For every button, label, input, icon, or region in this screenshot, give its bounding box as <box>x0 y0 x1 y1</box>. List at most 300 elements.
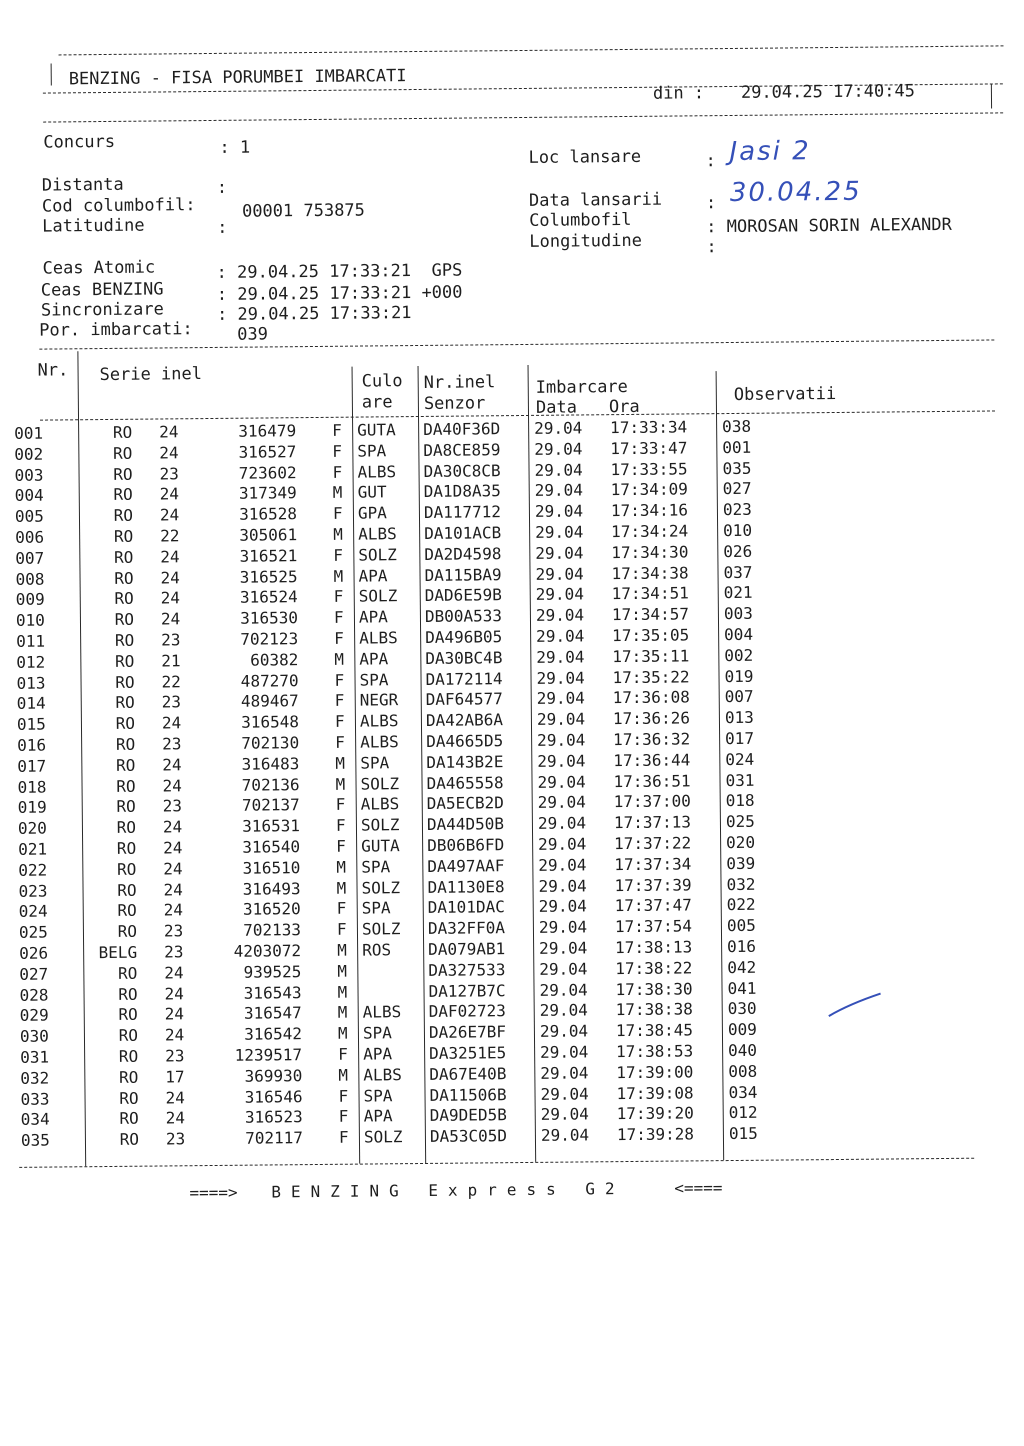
cell-ring-number: 316527 <box>238 441 297 462</box>
cell-ring-number: 316521 <box>239 545 298 566</box>
cell-sex: M <box>332 483 343 503</box>
footer-left-arrow: ====> <box>189 1182 238 1203</box>
cell-row-number: 029 <box>19 1005 49 1026</box>
cell-ring-country: RO <box>116 776 136 796</box>
cell-ring-year: 24 <box>159 443 179 463</box>
document-title: BENZING - FISA PORUMBEI IMBARCATI <box>68 66 407 90</box>
cell-sensor-id: DA42AB6A <box>425 710 504 731</box>
por-imbarcati-label: Por. imbarcati: <box>39 319 193 341</box>
cell-boarding-time: 17:33:34 <box>610 417 688 438</box>
cell-row-number: 002 <box>14 444 44 464</box>
cell-ring-year: 24 <box>162 817 183 837</box>
cell-boarding-date: 29.04 <box>540 1063 589 1083</box>
cell-ring-country: RO <box>115 672 135 692</box>
cell-sex: F <box>336 899 347 919</box>
cell-ring-country: RO <box>118 1067 139 1087</box>
cell-boarding-date: 29.04 <box>538 896 587 917</box>
cell-ring-number: 316540 <box>242 837 301 857</box>
header-serie-inel: Serie inel <box>99 364 203 386</box>
header-left-border <box>51 64 52 86</box>
cell-row-number: 013 <box>16 673 46 693</box>
cell-row-number: 007 <box>15 548 45 568</box>
cell-boarding-time: 17:39:00 <box>616 1062 694 1082</box>
cell-ring-year: 24 <box>159 484 180 504</box>
cell-ring-year: 23 <box>159 463 179 484</box>
cell-boarding-time: 17:37:00 <box>613 791 691 812</box>
cell-observation: 007 <box>724 687 754 707</box>
cell-sex: F <box>333 545 344 565</box>
cell-color: ALBS <box>360 794 400 814</box>
cell-color: ALBS <box>362 1002 402 1022</box>
cell-boarding-time: 17:34:38 <box>611 563 689 583</box>
cell-boarding-date: 29.04 <box>537 813 587 834</box>
cell-ring-year: 24 <box>164 1025 185 1045</box>
cell-sex: F <box>333 607 344 628</box>
cell-boarding-time: 17:34:30 <box>611 542 689 562</box>
cell-sex: F <box>335 732 345 752</box>
cell-color: SPA <box>361 857 391 877</box>
cell-row-number: 006 <box>15 527 45 547</box>
cell-ring-country: BELG <box>98 942 138 963</box>
cell-boarding-time: 17:37:22 <box>614 833 692 854</box>
cell-boarding-time: 17:34:24 <box>611 521 689 542</box>
cell-observation: 021 <box>723 583 753 603</box>
cell-row-number: 018 <box>17 777 47 797</box>
cell-row-number: 035 <box>20 1130 50 1151</box>
cell-color: ALBS <box>359 628 398 648</box>
cell-ring-year: 23 <box>161 630 181 650</box>
cell-sex: F <box>336 919 347 939</box>
cell-ring-year: 24 <box>161 713 182 733</box>
cell-ring-year: 24 <box>164 983 184 1004</box>
cell-observation: 030 <box>727 999 757 1019</box>
cell-boarding-date: 29.04 <box>534 480 583 501</box>
header-imbarcare: Imbarcare <box>535 376 628 398</box>
cell-observation: 015 <box>728 1123 758 1144</box>
cell-ring-year: 24 <box>160 588 181 608</box>
cell-color: SPA <box>359 669 389 690</box>
cell-observation: 023 <box>722 499 752 520</box>
cell-ring-year: 24 <box>163 900 184 920</box>
cell-sex: M <box>338 1065 349 1085</box>
cell-boarding-time: 17:36:26 <box>612 708 691 729</box>
cell-observation: 004 <box>724 624 754 645</box>
cell-sex: M <box>336 878 347 898</box>
cell-row-number: 014 <box>16 693 46 714</box>
cell-row-number: 011 <box>16 631 46 651</box>
cell-boarding-date: 29.04 <box>539 938 588 958</box>
cell-observation: 037 <box>723 562 753 582</box>
cell-ring-number: 60382 <box>250 649 299 670</box>
cell-ring-number: 316547 <box>243 1003 302 1024</box>
header-observatii: Observatii <box>733 383 837 405</box>
data-lansarii-colon: : <box>705 193 717 214</box>
cell-boarding-date: 29.04 <box>536 626 585 646</box>
cell-ring-country: RO <box>119 1088 139 1108</box>
cell-boarding-time: 17:34:09 <box>610 479 688 500</box>
cell-boarding-time: 17:33:55 <box>610 459 688 479</box>
cell-ring-country: RO <box>115 693 135 713</box>
cell-sensor-id: DA44D50B <box>426 814 505 835</box>
cell-row-number: 030 <box>19 1026 49 1047</box>
cell-sensor-id: DA53C05D <box>429 1126 508 1147</box>
cell-boarding-date: 29.04 <box>535 564 584 584</box>
cell-observation: 012 <box>728 1103 758 1123</box>
ceas-atomic-label: Ceas Atomic <box>42 257 156 279</box>
cell-ring-number: 316524 <box>239 587 298 608</box>
cell-row-number: 015 <box>16 714 46 735</box>
cell-boarding-time: 17:39:28 <box>616 1124 695 1145</box>
cell-ring-number: 702130 <box>241 733 300 753</box>
cell-ring-number: 369930 <box>244 1065 303 1086</box>
cell-boarding-time: 17:38:13 <box>615 937 693 958</box>
cell-row-number: 022 <box>18 860 48 880</box>
cell-color: SOLZ <box>358 545 397 565</box>
header-right-border <box>991 84 992 108</box>
cell-color: NEGR <box>359 690 399 710</box>
cell-sensor-id: DB06B6FD <box>427 835 505 855</box>
cell-boarding-date: 29.04 <box>534 460 583 480</box>
cell-ring-year: 24 <box>159 505 180 525</box>
latitudine-value: : <box>217 217 228 238</box>
cell-ring-country: RO <box>117 963 138 983</box>
cell-boarding-date: 29.04 <box>540 1042 589 1062</box>
cell-observation: 041 <box>727 978 757 998</box>
cell-ring-year: 24 <box>160 609 181 629</box>
cell-sex: M <box>335 774 346 794</box>
cell-sex: M <box>334 649 345 669</box>
cell-ring-number: 702123 <box>240 629 299 649</box>
ceas-benzing-label: Ceas BENZING <box>40 279 164 301</box>
cell-color: SOLZ <box>363 1127 403 1147</box>
cell-sensor-id: DA30C8CB <box>423 460 501 481</box>
cell-ring-year: 24 <box>165 1108 186 1128</box>
cell-boarding-date: 29.04 <box>536 647 585 667</box>
cell-color: APA <box>363 1106 393 1126</box>
cell-ring-country: RO <box>115 734 136 754</box>
data-lansarii-handwritten: 30.04.25 <box>729 176 862 209</box>
cell-sex: F <box>336 836 346 856</box>
cell-boarding-time: 17:38:53 <box>616 1041 694 1062</box>
cell-observation: 010 <box>723 520 753 541</box>
cell-color: SPA <box>363 1085 393 1106</box>
cell-ring-year: 21 <box>161 651 181 671</box>
cell-boarding-date: 29.04 <box>535 543 584 563</box>
cell-sex: F <box>338 1086 349 1106</box>
cell-color: APA <box>358 607 388 627</box>
cell-sex: M <box>337 1023 348 1043</box>
footer-right-arrow: <==== <box>674 1178 723 1198</box>
cell-color: GPA <box>357 503 387 523</box>
cell-ring-country: RO <box>113 547 134 567</box>
table-bottom-border <box>19 1158 974 1168</box>
cell-color: SOLZ <box>361 877 401 898</box>
cell-ring-country: RO <box>113 526 134 546</box>
cell-ring-year: 23 <box>162 734 182 754</box>
cell-sensor-id: DA496B05 <box>425 627 503 647</box>
cell-sensor-id: DB00A533 <box>424 606 503 627</box>
cell-row-number: 027 <box>19 964 49 984</box>
cell-ring-number: 316479 <box>238 421 297 441</box>
cell-observation: 018 <box>725 791 755 811</box>
cell-row-number: 026 <box>19 943 49 963</box>
cell-row-number: 023 <box>18 881 48 901</box>
cell-ring-country: RO <box>115 713 136 734</box>
cell-sex: M <box>335 753 346 773</box>
cell-row-number: 005 <box>14 506 44 527</box>
cell-ring-country: RO <box>114 609 135 630</box>
cell-sensor-id: DA465558 <box>426 772 504 793</box>
cell-boarding-date: 29.04 <box>537 792 586 813</box>
cell-observation: 040 <box>728 1040 758 1061</box>
cell-boarding-time: 17:38:38 <box>615 999 693 1020</box>
cell-sensor-id: DA101ACB <box>424 523 502 543</box>
cell-ring-year: 24 <box>164 963 184 983</box>
print-date-label: din : <box>652 83 705 104</box>
cell-observation: 001 <box>722 437 752 457</box>
cell-color: ALBS <box>359 711 399 731</box>
cell-sex: F <box>335 795 346 815</box>
cell-ring-number: 316493 <box>242 878 301 899</box>
cell-ring-year: 24 <box>162 775 182 796</box>
cell-boarding-date: 29.04 <box>536 668 585 688</box>
cell-boarding-time: 17:35:11 <box>612 646 690 666</box>
cell-observation: 027 <box>722 479 752 499</box>
cell-boarding-time: 17:36:32 <box>613 729 691 750</box>
cell-color: SOLZ <box>361 919 401 939</box>
cell-sex: M <box>337 961 348 981</box>
cell-boarding-date: 29.04 <box>534 418 583 438</box>
cell-ring-country: RO <box>118 1046 139 1066</box>
cell-ring-country: RO <box>112 422 133 442</box>
cell-observation: 022 <box>726 895 756 915</box>
cell-boarding-time: 17:36:44 <box>613 750 691 770</box>
cell-boarding-date: 29.04 <box>539 979 588 1000</box>
columbofil-value: : MOROSAN SORIN ALEXANDR <box>706 214 952 238</box>
cell-sex: F <box>332 441 343 461</box>
columbofil-label: Columbofil <box>529 209 632 231</box>
cell-ring-year: 23 <box>161 692 182 712</box>
cell-sensor-id: DA26E7BF <box>428 1022 507 1043</box>
cell-sex: M <box>333 524 343 544</box>
cell-sex: F <box>338 1107 349 1127</box>
cell-ring-country: RO <box>116 859 137 879</box>
cell-color: ALBS <box>357 461 397 482</box>
cell-boarding-time: 17:35:05 <box>612 625 690 646</box>
cell-boarding-date: 29.04 <box>535 605 585 626</box>
cell-row-number: 009 <box>15 589 45 610</box>
header-culoare-2: are <box>361 392 393 413</box>
cell-color: SOLZ <box>358 586 398 606</box>
cell-sex: F <box>334 670 345 690</box>
cell-ring-country: RO <box>114 651 135 671</box>
cell-boarding-date: 29.04 <box>537 772 586 792</box>
cell-ring-year: 22 <box>161 671 181 692</box>
header-nr-inel-1: Nr.inel <box>423 372 496 393</box>
cell-ring-country: RO <box>115 755 136 775</box>
cell-ring-year: 23 <box>165 1129 186 1149</box>
cell-ring-number: 316528 <box>239 504 298 524</box>
cell-boarding-date: 29.04 <box>536 688 585 709</box>
cell-ring-year: 23 <box>164 942 184 962</box>
cell-boarding-date: 29.04 <box>536 709 586 730</box>
cell-color: GUTA <box>361 836 400 856</box>
cell-observation: 034 <box>728 1082 758 1102</box>
cell-ring-year: 24 <box>164 1004 185 1024</box>
cell-ring-year: 24 <box>165 1087 185 1108</box>
cell-observation: 031 <box>725 770 755 790</box>
cell-row-number: 008 <box>15 569 45 589</box>
cell-sex: M <box>336 857 347 877</box>
cell-row-number: 017 <box>17 756 47 776</box>
cell-color: APA <box>363 1044 393 1064</box>
cell-sensor-id: DA1130E8 <box>427 876 505 897</box>
cell-boarding-date: 29.04 <box>534 439 583 459</box>
cell-boarding-date: 29.04 <box>534 501 584 522</box>
cell-boarding-time: 17:35:22 <box>612 667 690 687</box>
cell-ring-country: RO <box>118 1025 139 1046</box>
cell-observation: 008 <box>728 1061 758 1081</box>
cell-sensor-id: DA497AAF <box>427 855 505 876</box>
cell-ring-country: RO <box>113 485 133 505</box>
cell-color: SPA <box>362 1023 392 1043</box>
cell-color: SOLZ <box>360 773 400 794</box>
cell-row-number: 003 <box>14 465 44 485</box>
cell-ring-country: RO <box>117 901 137 921</box>
concurs-value: : 1 <box>219 137 251 158</box>
cell-ring-number: 316530 <box>240 608 299 628</box>
loc-lansare-label: Loc lansare <box>528 146 642 168</box>
cell-color: ROS <box>362 940 392 960</box>
cell-ring-country: RO <box>118 1005 138 1025</box>
cell-boarding-time: 17:38:30 <box>615 978 693 999</box>
cell-ring-number: 723602 <box>238 462 297 483</box>
cell-ring-year: 24 <box>163 859 183 879</box>
cell-color: GUTA <box>357 420 396 440</box>
footer-banner <box>189 1178 722 1202</box>
cell-ring-year: 24 <box>160 547 180 567</box>
ceas-atomic-value: : 29.04.25 17:33:21 GPS <box>216 260 463 283</box>
cell-ring-number: 316483 <box>241 753 300 774</box>
cell-ring-year: 24 <box>159 422 179 442</box>
cell-color: ALBS <box>360 732 399 752</box>
cell-sex: M <box>337 982 348 1002</box>
cell-sensor-id: DA2D4598 <box>424 544 502 564</box>
cell-row-number: 031 <box>20 1047 50 1067</box>
cell-color: SPA <box>357 441 387 461</box>
cell-boarding-time: 17:39:08 <box>616 1082 694 1103</box>
cell-sensor-id: DA5ECB2D <box>426 793 504 814</box>
cell-boarding-date: 29.04 <box>535 584 584 605</box>
por-imbarcati-value: 039 <box>237 324 269 345</box>
cell-row-number: 019 <box>17 797 47 818</box>
cell-ring-country: RO <box>119 1109 139 1129</box>
cell-sensor-id: DA117712 <box>423 502 502 523</box>
cell-boarding-date: 29.04 <box>538 834 587 854</box>
cell-row-number: 020 <box>17 818 47 839</box>
cell-boarding-date: 29.04 <box>540 1083 589 1104</box>
cell-row-number: 034 <box>20 1109 50 1130</box>
data-lansarii-label: Data lansarii <box>528 189 663 211</box>
cell-boarding-time: 17:39:20 <box>616 1103 694 1124</box>
cell-observation: 038 <box>722 416 752 437</box>
cell-ring-country: RO <box>118 984 138 1004</box>
cell-ring-number: 316510 <box>242 857 301 878</box>
cell-ring-country: RO <box>113 505 134 526</box>
cell-boarding-date: 29.04 <box>535 522 584 542</box>
cell-row-number: 024 <box>18 901 48 922</box>
cell-sensor-id: DA327533 <box>428 959 506 980</box>
cell-sensor-id: DAF64577 <box>425 689 503 710</box>
cell-ring-year: 17 <box>165 1067 185 1087</box>
cell-boarding-time: 17:34:51 <box>611 583 689 604</box>
cell-observation: 039 <box>726 853 756 873</box>
cell-ring-year: 23 <box>163 921 184 941</box>
cell-sensor-id: DA1D8A35 <box>423 481 501 502</box>
cell-sex: F <box>334 628 344 648</box>
cell-ring-number: 316548 <box>241 712 300 732</box>
cell-boarding-time: 17:37:54 <box>614 916 693 937</box>
cell-ring-year: 23 <box>165 1046 185 1066</box>
cell-ring-number: 316520 <box>242 899 301 920</box>
cell-boarding-time: 17:33:47 <box>610 438 688 458</box>
sincronizare-label: Sincronizare <box>40 299 164 321</box>
cell-ring-country: RO <box>114 630 135 650</box>
cell-ring-number: 939525 <box>243 961 302 982</box>
sincronizare-value: : 29.04.25 17:33:21 <box>216 303 412 325</box>
cell-boarding-date: 29.04 <box>538 855 587 875</box>
cell-sensor-id: DA67E40B <box>429 1063 507 1084</box>
cell-ring-year: 24 <box>162 755 182 775</box>
cell-boarding-date: 29.04 <box>539 1021 589 1042</box>
cell-row-number: 033 <box>20 1089 50 1109</box>
cell-ring-number: 317349 <box>238 483 297 504</box>
distanta-value: : <box>216 177 228 198</box>
cell-boarding-date: 29.04 <box>538 876 587 896</box>
cell-ring-number: 487270 <box>240 670 299 691</box>
cell-sex: F <box>338 1044 348 1064</box>
cell-ring-country: RO <box>117 921 138 942</box>
cell-sensor-id: DA4665D5 <box>426 731 504 751</box>
cell-boarding-time: 17:37:13 <box>613 812 692 833</box>
cell-ring-number: 305061 <box>239 525 298 545</box>
cell-observation: 016 <box>727 936 757 957</box>
cell-sensor-id: DAD6E59B <box>424 585 502 606</box>
cell-observation: 019 <box>724 666 754 686</box>
longitudine-value: : <box>706 237 717 258</box>
cell-observation: 042 <box>727 957 757 977</box>
cell-sensor-id: DA30BC4B <box>425 648 503 668</box>
cell-boarding-time: 17:38:22 <box>615 958 693 978</box>
distanta-label: Distanta <box>41 174 124 196</box>
cell-observation: 005 <box>726 915 756 936</box>
cell-ring-number: 4203072 <box>233 941 302 961</box>
cell-ring-number: 316523 <box>244 1107 303 1128</box>
cell-ring-country: RO <box>119 1129 140 1150</box>
pen-stroke-mark <box>825 990 885 1021</box>
cell-boarding-date: 29.04 <box>537 751 586 771</box>
cell-ring-country: RO <box>114 568 134 588</box>
cell-color: SPA <box>361 898 391 918</box>
cell-boarding-time: 17:34:57 <box>611 604 690 625</box>
cell-row-number: 025 <box>18 922 48 943</box>
cell-observation: 002 <box>724 645 754 665</box>
cell-boarding-time: 17:36:08 <box>612 687 690 708</box>
cell-observation: 025 <box>725 811 755 832</box>
header-nr: Nr. <box>37 360 69 381</box>
cell-color: APA <box>359 649 389 669</box>
cell-sensor-id: DA11506B <box>429 1084 507 1105</box>
